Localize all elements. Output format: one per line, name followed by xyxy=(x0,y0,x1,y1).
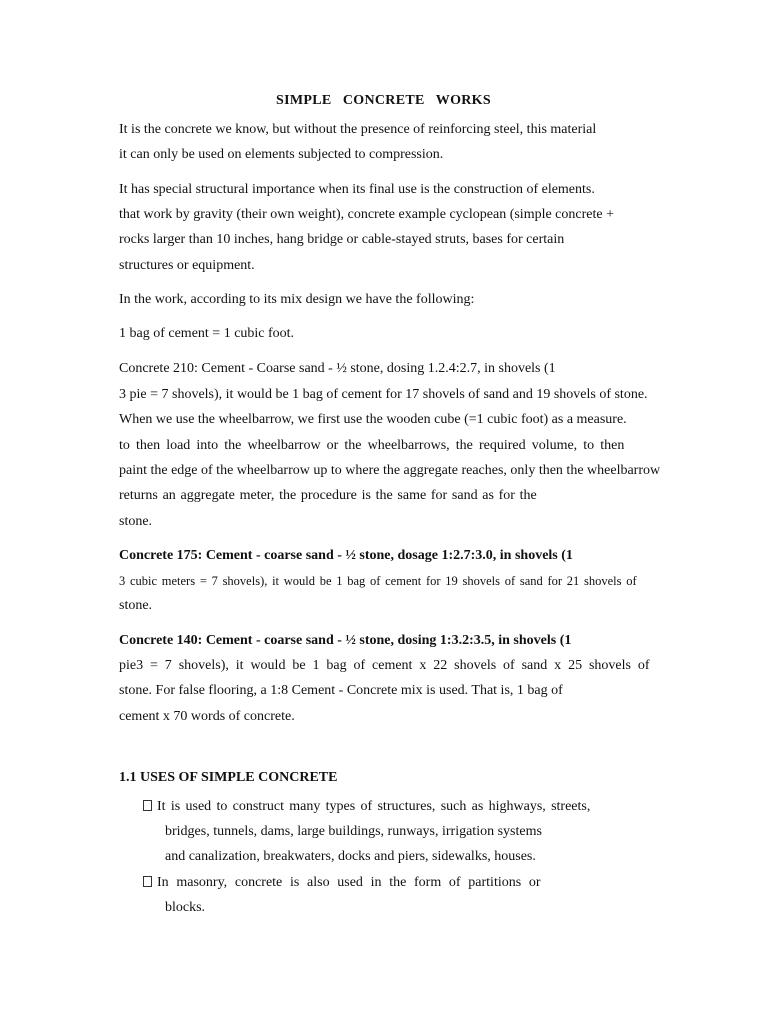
paragraph-line: It has special structural importance when its final use is the construction of elements. xyxy=(119,182,595,197)
bullet-box-icon xyxy=(143,800,152,811)
paragraph-line: it can only be used on elements subjected to compression. xyxy=(119,147,444,162)
bullet-item xyxy=(143,798,590,816)
paragraph-line: to then load into the wheelbarrow or the wheelbarrows, the required volume, to then xyxy=(119,438,625,453)
paragraph-line: that work by gravity (their own weight), concrete example cyclopean (simple concrete + xyxy=(119,207,614,222)
document-title: SIMPLE CONCRETE WORKS xyxy=(276,93,491,108)
paragraph-line: cement x 70 words of concrete. xyxy=(119,709,295,724)
paragraph-line: stone. For false flooring, a 1:8 Cement - Concrete mix is used. That is, 1 bag of xyxy=(119,683,563,698)
paragraph-line: structures or equipment. xyxy=(119,258,255,273)
paragraph-line: 3 pie = 7 shovels), it would be 1 bag of cement for 17 shovels of sand and 19 shovels of stone. xyxy=(119,387,648,402)
bullet-text: In masonry, concrete is also used in the form of partitions or xyxy=(157,875,541,890)
paragraph-line: When we use the wheelbarrow, we first use the wooden cube (=1 cubic foot) as a measure. xyxy=(119,412,627,427)
bullet-text: It is used to construct many types of structures, such as highways, streets, xyxy=(157,799,591,814)
concrete-140-heading: Concrete 140: Cement - coarse sand - ½ stone, dosing 1:3.2:3.5, in shovels (1 xyxy=(119,633,572,648)
bullet-continuation: bridges, tunnels, dams, large buildings, runways, irrigation systems xyxy=(165,824,542,839)
paragraph-line: rocks larger than 10 inches, hang bridge or cable-stayed struts, bases for certain xyxy=(119,232,565,247)
paragraph-line: stone. xyxy=(119,514,153,529)
paragraph-line: 3 cubic meters = 7 shovels), it would be 1 bag of cement for 19 shovels of sand for 21 shovels of xyxy=(119,574,637,588)
paragraph-line: returns an aggregate meter, the procedure is the same for sand as for the xyxy=(119,488,537,503)
bullet-item xyxy=(143,874,541,892)
concrete-210-heading: Concrete 210: Cement - Coarse sand - ½ stone, dosing 1.2.4:2.7, in shovels (1 xyxy=(119,361,556,376)
paragraph-line: It is the concrete we know, but without the presence of reinforcing steel, this material xyxy=(119,122,597,137)
paragraph-line: paint the edge of the wheelbarrow up to where the aggregate reaches, only then the wheelbarrow xyxy=(119,463,661,478)
paragraph-line: 1 bag of cement = 1 cubic foot. xyxy=(119,326,295,341)
paragraph-line: pie3 = 7 shovels), it would be 1 bag of cement x 22 shovels of sand x 25 shovels of xyxy=(119,658,650,673)
paragraph-line: In the work, according to its mix design we have the following: xyxy=(119,292,475,307)
paragraph-line: stone. xyxy=(119,598,153,613)
bullet-continuation: blocks. xyxy=(165,900,206,915)
bullet-box-icon xyxy=(143,876,152,887)
bullet-continuation: and canalization, breakwaters, docks and piers, sidewalks, houses. xyxy=(165,849,536,864)
section-heading: 1.1 USES OF SIMPLE CONCRETE xyxy=(119,770,338,785)
concrete-175-heading: Concrete 175: Cement - coarse sand - ½ stone, dosage 1:2.7:3.0, in shovels (1 xyxy=(119,548,573,563)
